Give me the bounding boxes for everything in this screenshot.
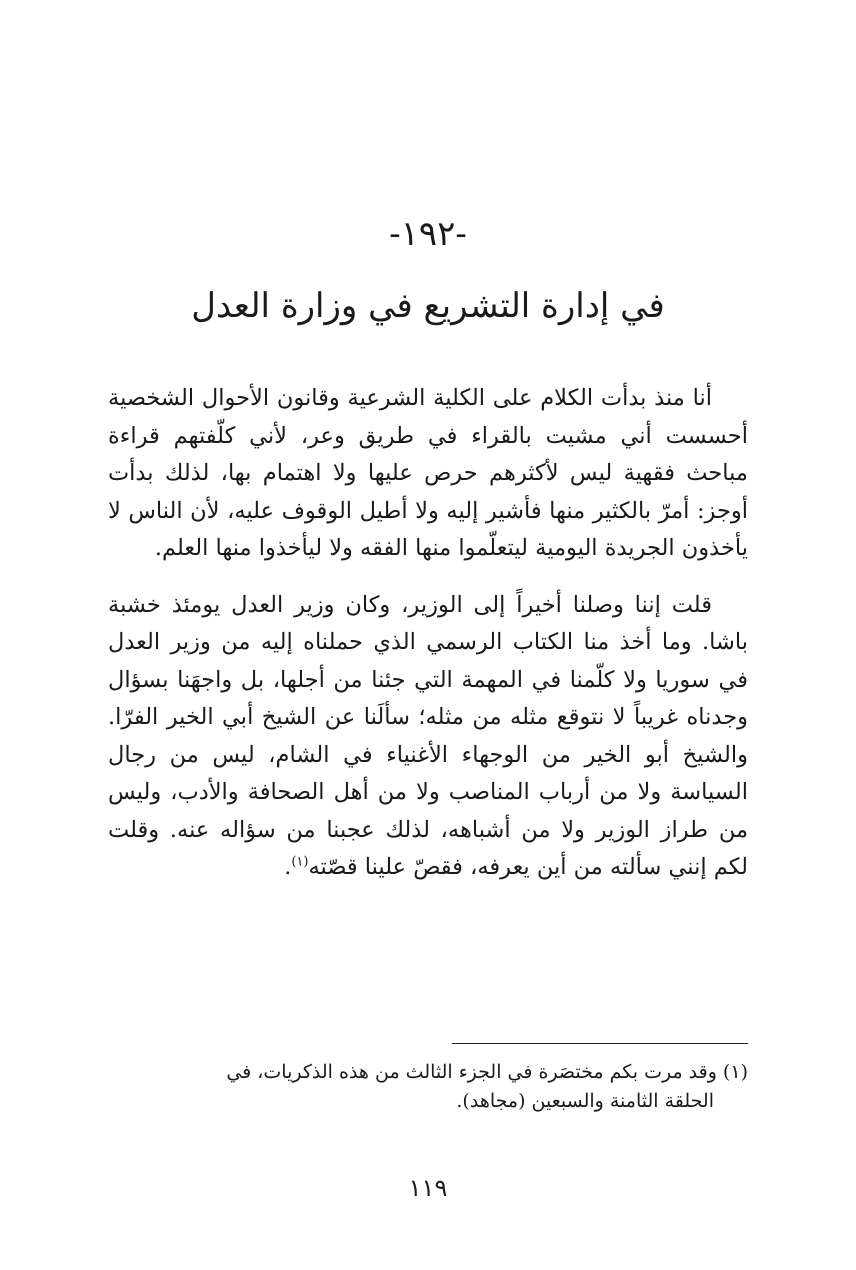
page-number: ١١٩ [408, 1174, 448, 1202]
chapter-title: في إدارة التشريع في وزارة العدل [191, 286, 665, 326]
paragraph-2-end-punctuation: . [284, 854, 292, 880]
footnote-reference-mark: (١) [291, 854, 309, 870]
footnote [108, 1058, 748, 1116]
footnote-line-2: الحلقة الثامنة والسبعين (مجاهد). [456, 1090, 714, 1112]
footnote-line-1: (١) وقد مرت بكم مختصَرة في الجزء الثالث من هذه الذكريات، في [226, 1061, 748, 1083]
body-text [108, 380, 748, 906]
paragraph-1: أنا منذ بدأت الكلام على الكلية الشرعية وقانون الأحوال الشخصية أحسست أني مشيت بالقراء في طريق وعر، لأني كلّفتهم قراءة مباحث فقهية ليس لأكثرهم حرص عليها ولا اهتمام بها، لذلك بدأت أوجز: أمرّ بالكثير منها فأشير إليه ولا أطيل الوقوف عليه، لأن الناس لا يأخذون الجريدة اليومية ليتعلّموا منها الفقه ولا ليأخذوا منها العلم. [108, 385, 748, 561]
paragraph-2 [108, 587, 748, 887]
chapter-number: -١٩٢- [389, 214, 467, 254]
paragraph-2-text: قلت إننا وصلنا أخيراً إلى الوزير، وكان وزير العدل يومئذ خشبة باشا. وما أخذ منا الكتاب الرسمي الذي حملناه إليه من وزير العدل في سوريا ولا كلّمنا في المهمة التي جئنا من أجلها، بل واجهَنا بسؤال وجدناه غريباً لا نتوقع مثله من مثله؛ سألَنا عن الشيخ أبي الخير الفرّا. والشيخ أبو الخير من الوجهاء الأغنياء في الشام، ليس من رجال السياسة ولا من أرباب المناصب ولا من أهل الصحافة والأدب، وليس من طراز الوزير ولا من أشباهه، لذلك عجبنا من سؤاله عنه. وقلت لكم إنني سألته من أين يعرفه، فقصّ علينا قصّته [108, 591, 748, 880]
footnote-divider [452, 1043, 748, 1044]
